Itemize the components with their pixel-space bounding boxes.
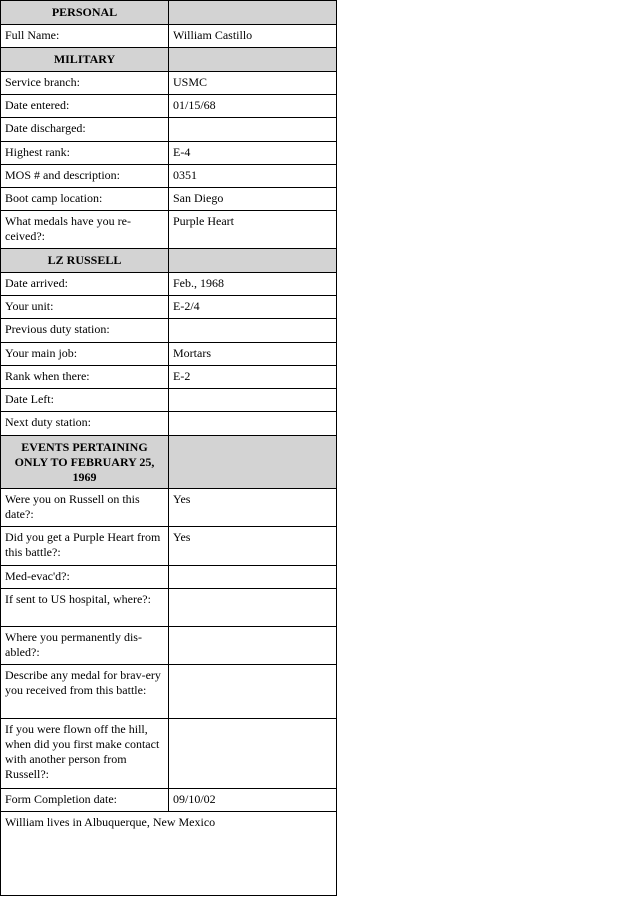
field-value: William Castillo	[169, 25, 337, 48]
notes-text: William lives in Albuquerque, New Mexico	[1, 812, 337, 896]
field-value: Yes	[169, 489, 337, 527]
form-row-service-branch	[1, 72, 337, 95]
field-label: Date Left:	[1, 389, 169, 412]
field-label: Rank when there:	[1, 366, 169, 389]
field-value: Yes	[169, 527, 337, 566]
field-value	[169, 627, 337, 665]
form-row-on-russell	[1, 489, 337, 527]
field-label: Date entered:	[1, 95, 169, 118]
field-value: San Diego	[169, 188, 337, 211]
form-row-bravery-medal	[1, 665, 337, 719]
field-value	[169, 118, 337, 142]
form-row-notes	[1, 812, 337, 896]
field-label: Highest rank:	[1, 142, 169, 165]
form-row-us-hospital	[1, 589, 337, 627]
field-label: Did you get a Purple Heart from this battle?:	[1, 527, 169, 566]
field-value	[169, 566, 337, 589]
section-title: MILITARY	[1, 48, 169, 72]
form-row-main-job	[1, 343, 337, 366]
form-row-date-left	[1, 389, 337, 412]
form-row-full-name	[1, 25, 337, 48]
form-row-medevac	[1, 566, 337, 589]
form-row-date-arrived	[1, 273, 337, 296]
field-value: 01/15/68	[169, 95, 337, 118]
field-value	[169, 719, 337, 789]
field-label: What medals have you re-ceived?:	[1, 211, 169, 249]
field-value	[169, 389, 337, 412]
section-header-personal	[1, 1, 337, 25]
field-label: MOS # and description:	[1, 165, 169, 188]
field-value: USMC	[169, 72, 337, 95]
field-label: Where you permanently dis-abled?:	[1, 627, 169, 665]
form-row-next-duty	[1, 412, 337, 436]
section-title: LZ RUSSELL	[1, 249, 169, 273]
field-value: Mortars	[169, 343, 337, 366]
field-label: Date arrived:	[1, 273, 169, 296]
field-value: E-4	[169, 142, 337, 165]
field-label: Your main job:	[1, 343, 169, 366]
field-label: Next duty station:	[1, 412, 169, 436]
form-row-date-entered	[1, 95, 337, 118]
field-value: Purple Heart	[169, 211, 337, 249]
field-label: Were you on Russell on this date?:	[1, 489, 169, 527]
section-title: EVENTS PERTAINING ONLY TO FEBRUARY 25, 1969	[1, 436, 169, 489]
field-label: Med-evac'd?:	[1, 566, 169, 589]
field-value	[169, 665, 337, 719]
field-value: E-2/4	[169, 296, 337, 319]
field-label: Date discharged:	[1, 118, 169, 142]
form-row-flown-off	[1, 719, 337, 789]
form-row-previous-duty	[1, 319, 337, 343]
form-row-rank-there	[1, 366, 337, 389]
field-label: Your unit:	[1, 296, 169, 319]
field-value	[169, 589, 337, 627]
field-value: 09/10/02	[169, 789, 337, 812]
form-row-disabled	[1, 627, 337, 665]
field-label: Form Completion date:	[1, 789, 169, 812]
form-row-mos	[1, 165, 337, 188]
form-row-medals	[1, 211, 337, 249]
field-label: Full Name:	[1, 25, 169, 48]
form-row-purple-heart	[1, 527, 337, 566]
form-row-boot-camp	[1, 188, 337, 211]
field-value: E-2	[169, 366, 337, 389]
field-label: If sent to US hospital, where?:	[1, 589, 169, 627]
section-header-military	[1, 48, 337, 72]
form-row-unit	[1, 296, 337, 319]
form-row-date-discharged	[1, 118, 337, 142]
field-value	[169, 412, 337, 436]
form-row-completion-date	[1, 789, 337, 812]
section-title: PERSONAL	[1, 1, 169, 25]
section-header-events	[1, 436, 337, 489]
field-label: Boot camp location:	[1, 188, 169, 211]
field-value: 0351	[169, 165, 337, 188]
field-label: Describe any medal for brav-ery you received from this battle:	[1, 665, 169, 719]
section-header-lz-russell	[1, 249, 337, 273]
field-label: If you were flown off the hill, when did you first make contact with another person from Russell?:	[1, 719, 169, 789]
field-value: Feb., 1968	[169, 273, 337, 296]
field-label: Service branch:	[1, 72, 169, 95]
field-label: Previous duty station:	[1, 319, 169, 343]
field-value	[169, 319, 337, 343]
form-row-highest-rank	[1, 142, 337, 165]
